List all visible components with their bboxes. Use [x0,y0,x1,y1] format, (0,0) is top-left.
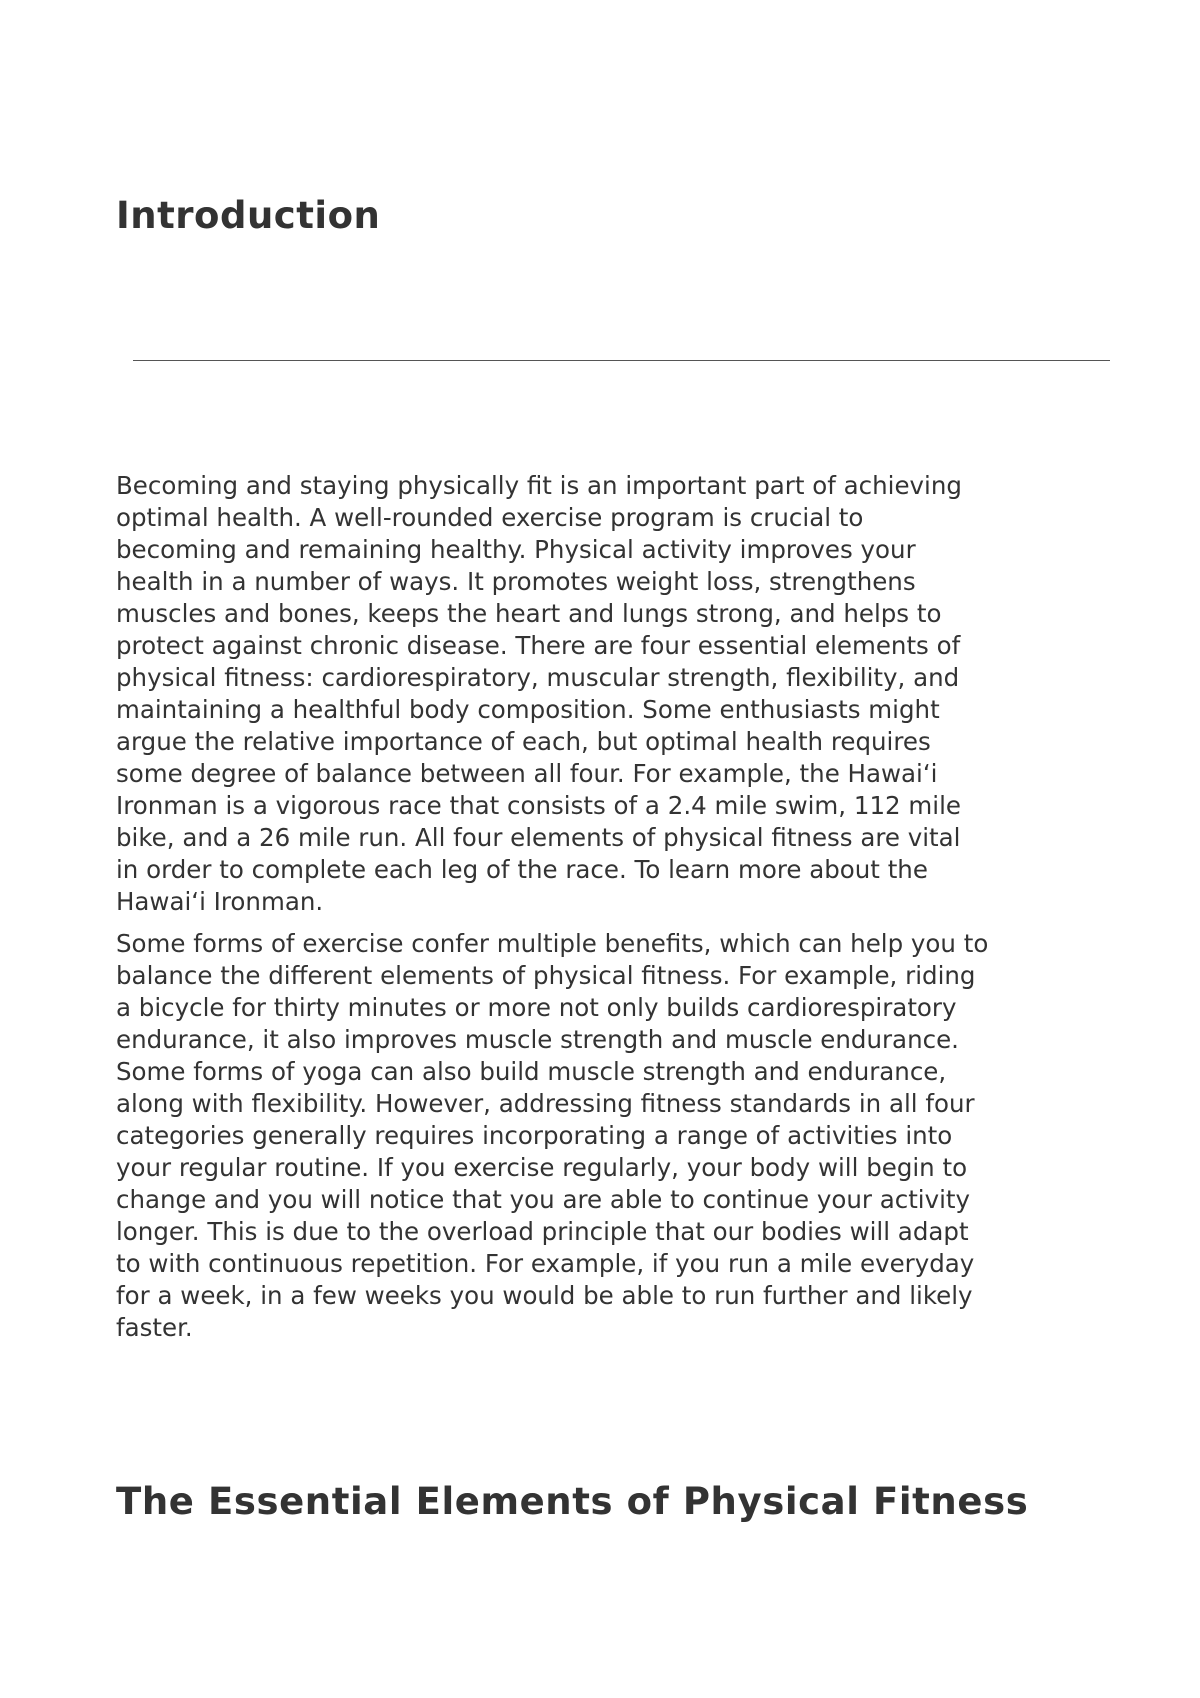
heading-essential-elements: The Essential Elements of Physical Fitness [116,1480,1029,1523]
paragraph-1: Becoming and staying physically fit is an important part of achieving optimal health. A well-rounded exercise program is crucial to becoming and remaining healthy. Physical activity improves your health in a number of ways. It promotes weight loss, strengthens muscles and bones, keeps the heart and lungs strong, and helps to protect against chronic disease. There are four essential elements of physical fitness: cardiorespiratory, muscular strength, flexibility, and maintaining a healthful body composition. Some enthusiasts might argue the relative importance of each, but optimal health requires some degree of balance between all four. For example, the Hawai‘i Ironman is a vigorous race that consists of a 2.4 mile swim, 112 mile bike, and a 26 mile run. All four elements of physical fitness are vital in order to complete each leg of the race. To learn more about the Hawai‘i Ironman. [116,471,962,916]
paragraph-2: Some forms of exercise confer multiple benefits, which can help you to balance the different elements of physical fitness. For example, riding a bicycle for thirty minutes or more not only builds cardiorespiratory endurance, it also improves muscle strength and muscle endurance. Some forms of yoga can also build muscle strength and endurance, along with flexibility. However, addressing fitness standards in all four categories generally requires incorporating a range of activities into your regular routine. If you exercise regularly, your body will begin to change and you will notice that you are able to continue your activity longer. This is due to the overload principle that our bodies will adapt to with continuous repetition. For example, if you run a mile everyday for a week, in a few weeks you would be able to run further and likely faster. [116,929,989,1342]
body-text [116,470,1116,1354]
heading-introduction: Introduction [116,194,381,237]
horizontal-divider [133,360,1110,361]
